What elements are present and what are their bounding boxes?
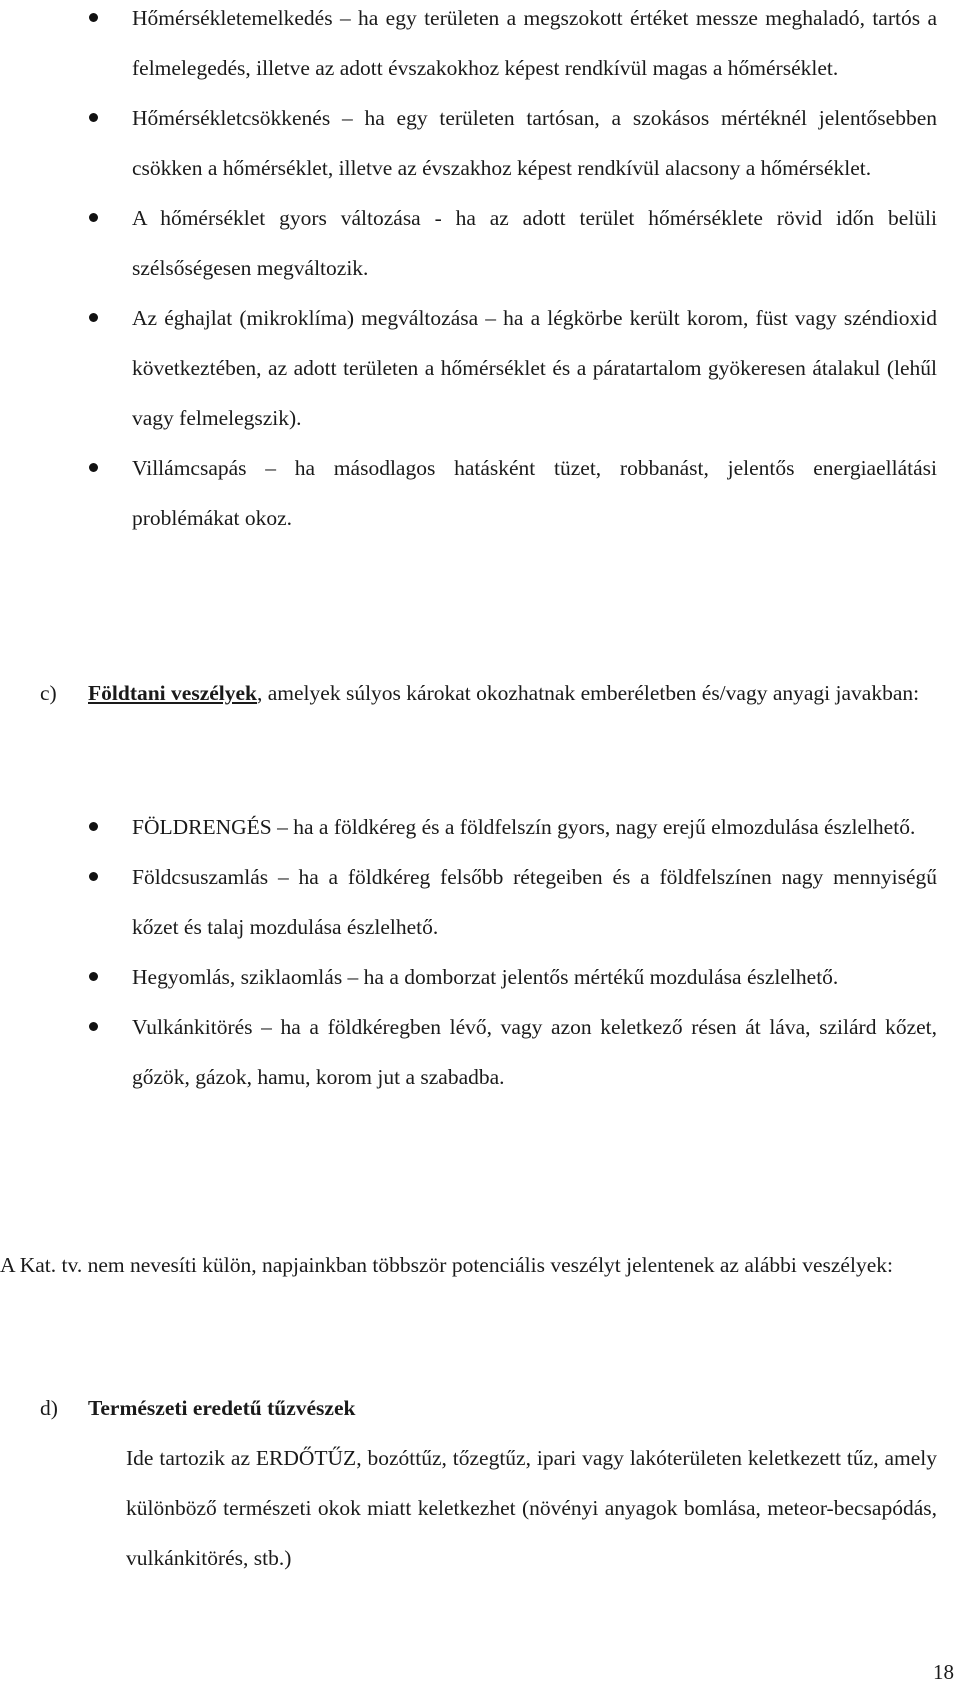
section-d-heading-line xyxy=(0,1383,937,1433)
list-item-text: Az éghajlat (mikroklíma) megváltozása – ha a légkörbe került korom, füst vagy széndioxid következtében, az adott területen a hőmérséklet és a páratartalom gyökeresen átalakul (lehűl vagy felmelegszik). xyxy=(132,306,937,430)
bullet-icon xyxy=(89,463,98,472)
list-item-text: Vulkánkitörés – ha a földkéregben lévő, vagy azon keletkező résen át láva, szilárd kőzet, gőzök, gázok, hamu, korom jut a szabadba. xyxy=(132,1015,937,1089)
bullet-icon xyxy=(89,113,98,122)
list-item-text: Hőmérsékletemelkedés – ha egy területen a megszokott értéket messze meghaladó, tartós a felmelegedés, illetve az adott évszakokhoz képest rendkívül magas a hőmérséklet. xyxy=(132,6,937,80)
list-item xyxy=(0,93,960,193)
bullet-icon xyxy=(89,313,98,322)
bullet-list-geological xyxy=(0,802,960,1102)
bullet-icon xyxy=(89,1022,98,1031)
bullet-list-weather xyxy=(0,0,960,543)
bullet-icon xyxy=(89,13,98,22)
bullet-icon xyxy=(89,872,98,881)
list-item xyxy=(0,852,960,952)
section-label: c) xyxy=(40,681,57,705)
list-item-text: Villámcsapás – ha másodlagos hatásként tüzet, robbanást, jelentős energiaellátási problémákat okoz. xyxy=(132,456,937,530)
page-number: 18 xyxy=(933,1660,954,1684)
list-item xyxy=(0,293,960,443)
bullet-icon xyxy=(89,972,98,981)
section-heading: Természeti eredetű tűzvészek xyxy=(88,1396,356,1420)
section-label: d) xyxy=(40,1396,58,1420)
list-item xyxy=(0,443,960,543)
list-item-text: A hőmérséklet gyors változása - ha az adott terület hőmérséklete rövid időn belüli szélsőségesen megváltozik. xyxy=(132,206,937,280)
list-item xyxy=(0,193,960,293)
list-item xyxy=(0,1002,960,1102)
list-item xyxy=(0,0,960,93)
kat-paragraph: A Kat. tv. nem nevesíti külön, napjainkban többször potenciális veszélyt jelentenek az alábbi veszélyek: xyxy=(0,1253,893,1277)
list-item xyxy=(0,802,960,852)
list-item-text: Hőmérsékletcsökkenés – ha egy területen tartósan, a szokásos mértéknél jelentősebben csökken a hőmérséklet, illetve az évszakhoz képest rendkívül alacsony a hőmérséklet. xyxy=(132,106,937,180)
section-c-paragraph xyxy=(0,668,937,718)
list-item-text: Hegyomlás, sziklaomlás – ha a domborzat jelentős mértékű mozdulása észlelhető. xyxy=(132,965,839,989)
list-item-text: FÖLDRENGÉS – ha a földkéreg és a földfelszín gyors, nagy erejű elmozdulása észlelhető. xyxy=(132,815,916,839)
bullet-icon xyxy=(89,822,98,831)
section-heading: Földtani veszélyek xyxy=(88,681,257,705)
bullet-icon xyxy=(89,213,98,222)
list-item-text: Földcsuszamlás – ha a földkéreg felsőbb rétegeiben és a földfelszínen nagy mennyiségű kőzet és talaj mozdulása észlelhető. xyxy=(132,865,937,939)
section-d-body: Ide tartozik az ERDŐTŰZ, bozóttűz, tőzegtűz, ipari vagy lakóterületen keletkezett tűz, amely különböző természeti okok miatt keletkezhet (növényi anyagok bomlása, meteor-becsapódás, vulkánkitörés, stb.) xyxy=(126,1446,937,1570)
section-text: , amelyek súlyos károkat okozhatnak emberéletben és/vagy anyagi javakban: xyxy=(257,681,920,705)
list-item xyxy=(0,952,960,1002)
